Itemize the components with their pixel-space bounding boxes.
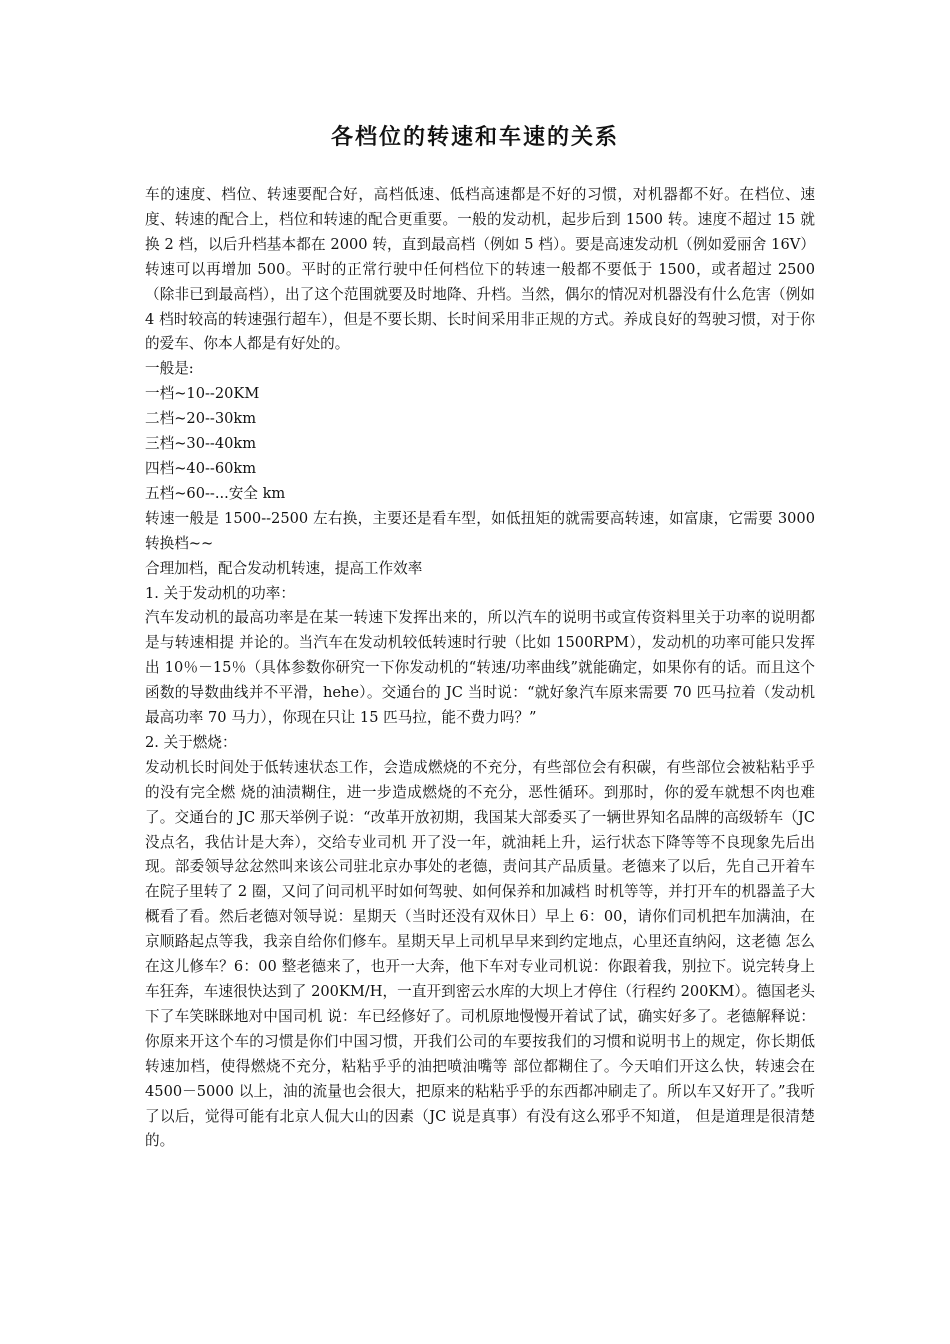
gear-line-4: 四档~40--60km — [145, 459, 257, 477]
intro-paragraph — [145, 183, 815, 357]
section2-heading: 2. 关于燃烧： — [145, 733, 237, 751]
section2-paragraph: 发动机长时间处于低转速状态工作，会造成燃烧的不充分，有些部位会有积碳，有些部位会被粘粘乎乎的没有完全燃 烧的油渍糊住，进一步造成燃烧的不充分，恶性循环。到那时，你的爱车就想不肉也难了。交通台的 JC 那天举例子说：“改革开放初期，我国某大部委买了一辆世界知名品牌的高级轿车（JC 没点名，我估计是大奔），交给专业司机 开了没一年，就油耗上升，运行状态下降等等不良现象先后出现。部委领导忿忿然叫来该公司驻北京办事处的老德，责问其产品质量。老德来了以后，先自己开着车在院子里转了 2 圈，又问了问司机平时如何驾驶、如何保养和加减档 时机等等，并打开车的机器盖子大概看了看。然后老德对领导说：星期天（当时还没有双休日）早上 6：00，请你们司机把车加满油，在京顺路起点等我，我亲自给你们修车。星期天早上司机早早来到约定地点，心里还直纳闷，这老德 怎么在这儿修车？6：00 整老德来了，也开一大奔，他下车对专业司机说：你跟着我，别拉下。说完转身上车狂奔，车速很快达到了 200KM/H，一直开到密云水库的大坝上才停住（行程约 200KM）。德国老头下了车笑眯眯地对中国司机 说：车已经修好了。司机原地慢慢开着试了试，确实好多了。老德解释说：你原来开这个车的习惯是你们中国习惯，开我们公司的车要按我们的习惯和说明书上的规定，你长期低转速加档，使得燃烧不充分，粘粘乎乎的油把喷油嘴等 部位都糊住了。今天咱们开这么快，转速会在 4500－5000 以上，油的流量也会很大，把原来的粘粘乎乎的东西都冲刷走了。所以车又好开了。”我听了以后，觉得可能有北京人侃大山的因素（JC 说是真事）有没有这么邪乎不知道， 但是道理是很清楚的。 — [145, 758, 815, 1150]
tip-line: 合理加档，配合发动机转速，提高工作效率 — [145, 559, 423, 577]
rpm-note: 转速一般是 1500--2500 左右换，主要还是看车型，如低扭矩的就需要高转速，如富康，它需要 3000 转换档~~ — [145, 509, 815, 552]
gear-line-3: 三档~30--40km — [145, 435, 257, 453]
section1-paragraph: 汽车发动机的最高功率是在某一转速下发挥出来的，所以汽车的说明书或宣传资料里关于功率的说明都是与转速相提 并论的。当汽车在发动机较低转速时行驶（比如 1500RPM），发动机的功率可能只发挥出 10％－15％（具体参数你研究一下你发动机的“转速/功率曲线”就能确定，如果你有的话。而且这个函数的导数曲线并不平滑，hehe）。交通台的 JC 当时说：“就好象汽车原来需要 70 匹马拉着（发动机最高功率 70 马力），你现在只让 15 匹马拉，能不费力吗？” — [145, 609, 815, 727]
section1-heading: 1. 关于发动机的功率： — [145, 584, 295, 602]
intro-lead-text: 车的速度、档位、转速要配合好，高档低速、低档高速都是不好的习惯，对机器都不好。在档位、速度、转速的配 — [145, 186, 815, 228]
gear-line-5: 五档~60--...安全 km — [145, 484, 286, 502]
intro-rest-text: 合上，档位和转速的配合更重要。一般的发动机，起步后到 1500 转。速度不超过 15 就换 2 档，以后升档基本都在 2000 转，直到最高档（例如 5 档）。要是高速发动机（例如爱丽舍 16V）转速可以再增加 500。平时的正常行驶中任何档位下的转速一般都不要低于 1500，或者超过 2500（除非已到最高档），出了这个范围就要及时地降、升档。当然，偶尔的情况对机器没有什么危害（例如 4 档时较高的转速强行超车），但是不要长期、长时间采用非正规的方式。养成良好的驾驶习惯，对于你的爱车、你本人都是有好处的。 — [145, 210, 815, 353]
document-title: 各档位的转速和车速的关系 — [330, 125, 619, 150]
gear-line-1: 一档~10--20KM — [145, 385, 260, 403]
gear-line-2: 二档~20--30km — [145, 410, 257, 428]
general-label: 一般是: — [145, 360, 194, 378]
document-body — [145, 183, 815, 1154]
